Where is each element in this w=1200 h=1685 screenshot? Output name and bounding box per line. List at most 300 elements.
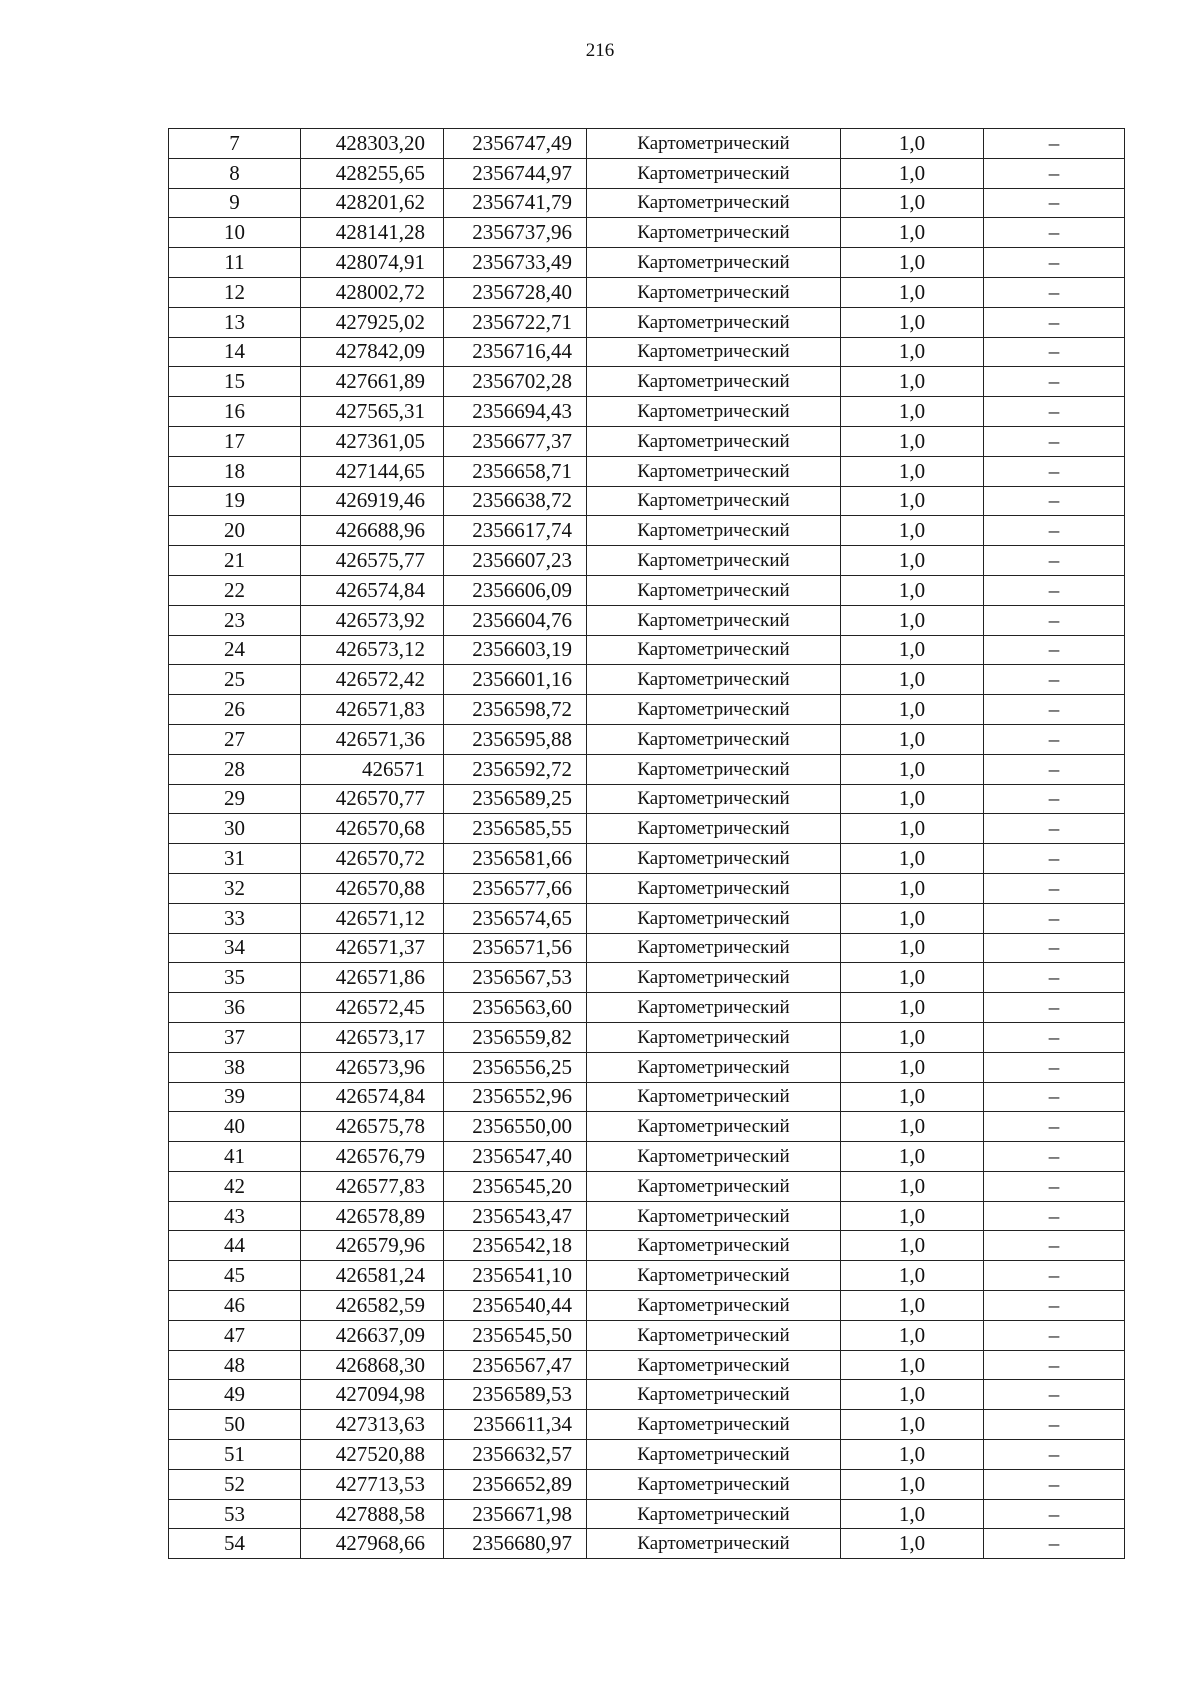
point-number-cell: 38: [169, 1052, 301, 1082]
table-row: [169, 575, 1125, 605]
accuracy-cell: 1,0: [841, 456, 984, 486]
accuracy-cell: 1,0: [841, 1142, 984, 1172]
point-number-cell: 36: [169, 993, 301, 1023]
method-cell: Картометрический: [587, 724, 841, 754]
y-coordinate-cell: 2356694,43: [444, 397, 587, 427]
accuracy-cell: 1,0: [841, 665, 984, 695]
note-cell: –: [984, 188, 1125, 218]
accuracy-cell: 1,0: [841, 1052, 984, 1082]
y-coordinate-cell: 2356592,72: [444, 754, 587, 784]
accuracy-cell: 1,0: [841, 188, 984, 218]
note-cell: –: [984, 754, 1125, 784]
y-coordinate-cell: 2356571,56: [444, 933, 587, 963]
point-number-cell: 16: [169, 397, 301, 427]
point-number-cell: 24: [169, 635, 301, 665]
note-cell: –: [984, 1052, 1125, 1082]
y-coordinate-cell: 2356601,16: [444, 665, 587, 695]
method-cell: Картометрический: [587, 1231, 841, 1261]
accuracy-cell: 1,0: [841, 993, 984, 1023]
table-row: [169, 456, 1125, 486]
table-row: [169, 724, 1125, 754]
y-coordinate-cell: 2356744,97: [444, 158, 587, 188]
table-row: [169, 1261, 1125, 1291]
x-coordinate-cell: 428201,62: [301, 188, 444, 218]
x-coordinate-cell: 427888,58: [301, 1499, 444, 1529]
point-number-cell: 19: [169, 486, 301, 516]
x-coordinate-cell: 427968,66: [301, 1529, 444, 1559]
note-cell: –: [984, 218, 1125, 248]
x-coordinate-cell: 428255,65: [301, 158, 444, 188]
x-coordinate-cell: 427520,88: [301, 1440, 444, 1470]
method-cell: Картометрический: [587, 814, 841, 844]
accuracy-cell: 1,0: [841, 277, 984, 307]
method-cell: Картометрический: [587, 903, 841, 933]
accuracy-cell: 1,0: [841, 158, 984, 188]
y-coordinate-cell: 2356556,25: [444, 1052, 587, 1082]
accuracy-cell: 1,0: [841, 397, 984, 427]
accuracy-cell: 1,0: [841, 1261, 984, 1291]
point-number-cell: 49: [169, 1380, 301, 1410]
note-cell: –: [984, 1022, 1125, 1052]
x-coordinate-cell: 426572,45: [301, 993, 444, 1023]
point-number-cell: 54: [169, 1529, 301, 1559]
accuracy-cell: 1,0: [841, 605, 984, 635]
method-cell: Картометрический: [587, 516, 841, 546]
point-number-cell: 32: [169, 873, 301, 903]
accuracy-cell: 1,0: [841, 1291, 984, 1321]
point-number-cell: 15: [169, 367, 301, 397]
method-cell: Картометрический: [587, 1082, 841, 1112]
x-coordinate-cell: 427565,31: [301, 397, 444, 427]
note-cell: –: [984, 1201, 1125, 1231]
table-row: [169, 218, 1125, 248]
point-number-cell: 14: [169, 337, 301, 367]
x-coordinate-cell: 426581,24: [301, 1261, 444, 1291]
note-cell: –: [984, 1529, 1125, 1559]
note-cell: –: [984, 158, 1125, 188]
note-cell: –: [984, 456, 1125, 486]
accuracy-cell: 1,0: [841, 784, 984, 814]
accuracy-cell: 1,0: [841, 129, 984, 159]
accuracy-cell: 1,0: [841, 814, 984, 844]
point-number-cell: 11: [169, 248, 301, 278]
x-coordinate-cell: 428141,28: [301, 218, 444, 248]
point-number-cell: 8: [169, 158, 301, 188]
y-coordinate-cell: 2356652,89: [444, 1469, 587, 1499]
note-cell: –: [984, 814, 1125, 844]
accuracy-cell: 1,0: [841, 1171, 984, 1201]
point-number-cell: 31: [169, 844, 301, 874]
point-number-cell: 42: [169, 1171, 301, 1201]
y-coordinate-cell: 2356603,19: [444, 635, 587, 665]
method-cell: Картометрический: [587, 218, 841, 248]
note-cell: –: [984, 665, 1125, 695]
table-row: [169, 814, 1125, 844]
table-row: [169, 277, 1125, 307]
y-coordinate-cell: 2356581,66: [444, 844, 587, 874]
table-row: [169, 1350, 1125, 1380]
accuracy-cell: 1,0: [841, 426, 984, 456]
method-cell: Картометрический: [587, 1320, 841, 1350]
y-coordinate-cell: 2356604,76: [444, 605, 587, 635]
table-row: [169, 1052, 1125, 1082]
table-row: [169, 784, 1125, 814]
y-coordinate-cell: 2356733,49: [444, 248, 587, 278]
x-coordinate-cell: 426572,42: [301, 665, 444, 695]
note-cell: –: [984, 516, 1125, 546]
y-coordinate-cell: 2356671,98: [444, 1499, 587, 1529]
note-cell: –: [984, 367, 1125, 397]
y-coordinate-cell: 2356589,25: [444, 784, 587, 814]
accuracy-cell: 1,0: [841, 218, 984, 248]
note-cell: –: [984, 963, 1125, 993]
y-coordinate-cell: 2356747,49: [444, 129, 587, 159]
table-row: [169, 1380, 1125, 1410]
point-number-cell: 18: [169, 456, 301, 486]
note-cell: –: [984, 1320, 1125, 1350]
accuracy-cell: 1,0: [841, 1499, 984, 1529]
x-coordinate-cell: 427661,89: [301, 367, 444, 397]
y-coordinate-cell: 2356638,72: [444, 486, 587, 516]
accuracy-cell: 1,0: [841, 546, 984, 576]
table-row: [169, 397, 1125, 427]
y-coordinate-cell: 2356543,47: [444, 1201, 587, 1231]
page-number: 216: [585, 40, 615, 61]
coordinates-table-body: [169, 129, 1125, 1559]
note-cell: –: [984, 129, 1125, 159]
accuracy-cell: 1,0: [841, 337, 984, 367]
x-coordinate-cell: 426570,68: [301, 814, 444, 844]
table-row: [169, 933, 1125, 963]
y-coordinate-cell: 2356737,96: [444, 218, 587, 248]
x-coordinate-cell: 427925,02: [301, 307, 444, 337]
method-cell: Картометрический: [587, 993, 841, 1023]
x-coordinate-cell: 426637,09: [301, 1320, 444, 1350]
method-cell: Картометрический: [587, 844, 841, 874]
note-cell: –: [984, 1380, 1125, 1410]
x-coordinate-cell: 426571,36: [301, 724, 444, 754]
note-cell: –: [984, 1410, 1125, 1440]
point-number-cell: 52: [169, 1469, 301, 1499]
y-coordinate-cell: 2356677,37: [444, 426, 587, 456]
note-cell: –: [984, 695, 1125, 725]
x-coordinate-cell: 426571,37: [301, 933, 444, 963]
note-cell: –: [984, 1142, 1125, 1172]
table-row: [169, 695, 1125, 725]
x-coordinate-cell: 426576,79: [301, 1142, 444, 1172]
x-coordinate-cell: 427094,98: [301, 1380, 444, 1410]
x-coordinate-cell: 426570,88: [301, 873, 444, 903]
accuracy-cell: 1,0: [841, 933, 984, 963]
point-number-cell: 44: [169, 1231, 301, 1261]
method-cell: Картометрический: [587, 963, 841, 993]
table-row: [169, 605, 1125, 635]
x-coordinate-cell: 428303,20: [301, 129, 444, 159]
accuracy-cell: 1,0: [841, 1469, 984, 1499]
table-row: [169, 516, 1125, 546]
method-cell: Картометрический: [587, 635, 841, 665]
table-row: [169, 1469, 1125, 1499]
method-cell: Картометрический: [587, 933, 841, 963]
method-cell: Картометрический: [587, 1052, 841, 1082]
note-cell: –: [984, 1469, 1125, 1499]
accuracy-cell: 1,0: [841, 1529, 984, 1559]
point-number-cell: 20: [169, 516, 301, 546]
method-cell: Картометрический: [587, 1469, 841, 1499]
method-cell: Картометрический: [587, 456, 841, 486]
note-cell: –: [984, 575, 1125, 605]
note-cell: –: [984, 1112, 1125, 1142]
x-coordinate-cell: 426579,96: [301, 1231, 444, 1261]
x-coordinate-cell: 427313,63: [301, 1410, 444, 1440]
accuracy-cell: 1,0: [841, 635, 984, 665]
y-coordinate-cell: 2356567,53: [444, 963, 587, 993]
x-coordinate-cell: 426571,12: [301, 903, 444, 933]
method-cell: Картометрический: [587, 158, 841, 188]
table-row: [169, 903, 1125, 933]
table-row: [169, 307, 1125, 337]
y-coordinate-cell: 2356607,23: [444, 546, 587, 576]
method-cell: Картометрический: [587, 754, 841, 784]
y-coordinate-cell: 2356611,34: [444, 1410, 587, 1440]
x-coordinate-cell: 426868,30: [301, 1350, 444, 1380]
table-row: [169, 1499, 1125, 1529]
table-row: [169, 1320, 1125, 1350]
table-row: [169, 158, 1125, 188]
note-cell: –: [984, 933, 1125, 963]
accuracy-cell: 1,0: [841, 486, 984, 516]
table-row: [169, 367, 1125, 397]
note-cell: –: [984, 337, 1125, 367]
table-row: [169, 1291, 1125, 1321]
note-cell: –: [984, 1350, 1125, 1380]
x-coordinate-cell: 426571: [301, 754, 444, 784]
point-number-cell: 26: [169, 695, 301, 725]
x-coordinate-cell: 426573,92: [301, 605, 444, 635]
point-number-cell: 10: [169, 218, 301, 248]
accuracy-cell: 1,0: [841, 516, 984, 546]
x-coordinate-cell: 426582,59: [301, 1291, 444, 1321]
method-cell: Картометрический: [587, 1440, 841, 1470]
accuracy-cell: 1,0: [841, 1082, 984, 1112]
method-cell: Картометрический: [587, 695, 841, 725]
y-coordinate-cell: 2356547,40: [444, 1142, 587, 1172]
method-cell: Картометрический: [587, 1499, 841, 1529]
table-row: [169, 1142, 1125, 1172]
method-cell: Картометрический: [587, 188, 841, 218]
point-number-cell: 13: [169, 307, 301, 337]
y-coordinate-cell: 2356728,40: [444, 277, 587, 307]
y-coordinate-cell: 2356545,50: [444, 1320, 587, 1350]
y-coordinate-cell: 2356585,55: [444, 814, 587, 844]
x-coordinate-cell: 426571,86: [301, 963, 444, 993]
accuracy-cell: 1,0: [841, 248, 984, 278]
table-row: [169, 1171, 1125, 1201]
accuracy-cell: 1,0: [841, 754, 984, 784]
x-coordinate-cell: 428002,72: [301, 277, 444, 307]
table-row: [169, 546, 1125, 576]
y-coordinate-cell: 2356542,18: [444, 1231, 587, 1261]
x-coordinate-cell: 426573,17: [301, 1022, 444, 1052]
point-number-cell: 27: [169, 724, 301, 754]
accuracy-cell: 1,0: [841, 1022, 984, 1052]
note-cell: –: [984, 1231, 1125, 1261]
point-number-cell: 40: [169, 1112, 301, 1142]
table-row: [169, 665, 1125, 695]
table-row: [169, 486, 1125, 516]
method-cell: Картометрический: [587, 1410, 841, 1440]
method-cell: Картометрический: [587, 1171, 841, 1201]
point-number-cell: 53: [169, 1499, 301, 1529]
accuracy-cell: 1,0: [841, 575, 984, 605]
point-number-cell: 51: [169, 1440, 301, 1470]
point-number-cell: 23: [169, 605, 301, 635]
note-cell: –: [984, 1171, 1125, 1201]
method-cell: Картометрический: [587, 1291, 841, 1321]
note-cell: –: [984, 903, 1125, 933]
point-number-cell: 12: [169, 277, 301, 307]
y-coordinate-cell: 2356658,71: [444, 456, 587, 486]
method-cell: Картометрический: [587, 1112, 841, 1142]
accuracy-cell: 1,0: [841, 307, 984, 337]
point-number-cell: 46: [169, 1291, 301, 1321]
accuracy-cell: 1,0: [841, 963, 984, 993]
table-row: [169, 1201, 1125, 1231]
y-coordinate-cell: 2356545,20: [444, 1171, 587, 1201]
x-coordinate-cell: 426688,96: [301, 516, 444, 546]
note-cell: –: [984, 426, 1125, 456]
accuracy-cell: 1,0: [841, 1350, 984, 1380]
accuracy-cell: 1,0: [841, 1201, 984, 1231]
table-row: [169, 1022, 1125, 1052]
y-coordinate-cell: 2356559,82: [444, 1022, 587, 1052]
y-coordinate-cell: 2356563,60: [444, 993, 587, 1023]
table-row: [169, 844, 1125, 874]
accuracy-cell: 1,0: [841, 844, 984, 874]
x-coordinate-cell: 427361,05: [301, 426, 444, 456]
method-cell: Картометрический: [587, 337, 841, 367]
accuracy-cell: 1,0: [841, 873, 984, 903]
note-cell: –: [984, 1291, 1125, 1321]
note-cell: –: [984, 307, 1125, 337]
coordinates-table: [168, 128, 1125, 1559]
method-cell: Картометрический: [587, 397, 841, 427]
y-coordinate-cell: 2356567,47: [444, 1350, 587, 1380]
note-cell: –: [984, 397, 1125, 427]
y-coordinate-cell: 2356632,57: [444, 1440, 587, 1470]
table-row: [169, 1231, 1125, 1261]
x-coordinate-cell: 426575,77: [301, 546, 444, 576]
note-cell: –: [984, 1440, 1125, 1470]
accuracy-cell: 1,0: [841, 903, 984, 933]
table-row: [169, 1440, 1125, 1470]
x-coordinate-cell: 426575,78: [301, 1112, 444, 1142]
y-coordinate-cell: 2356540,44: [444, 1291, 587, 1321]
table-row: [169, 635, 1125, 665]
point-number-cell: 7: [169, 129, 301, 159]
point-number-cell: 25: [169, 665, 301, 695]
note-cell: –: [984, 1499, 1125, 1529]
table-row: [169, 129, 1125, 159]
point-number-cell: 35: [169, 963, 301, 993]
note-cell: –: [984, 486, 1125, 516]
y-coordinate-cell: 2356722,71: [444, 307, 587, 337]
y-coordinate-cell: 2356577,66: [444, 873, 587, 903]
y-coordinate-cell: 2356716,44: [444, 337, 587, 367]
method-cell: Картометрический: [587, 1529, 841, 1559]
note-cell: –: [984, 635, 1125, 665]
method-cell: Картометрический: [587, 248, 841, 278]
method-cell: Картометрический: [587, 1350, 841, 1380]
x-coordinate-cell: 426578,89: [301, 1201, 444, 1231]
table-row: [169, 188, 1125, 218]
y-coordinate-cell: 2356702,28: [444, 367, 587, 397]
y-coordinate-cell: 2356574,65: [444, 903, 587, 933]
method-cell: Картометрический: [587, 277, 841, 307]
method-cell: Картометрический: [587, 665, 841, 695]
method-cell: Картометрический: [587, 575, 841, 605]
y-coordinate-cell: 2356541,10: [444, 1261, 587, 1291]
x-coordinate-cell: 426573,96: [301, 1052, 444, 1082]
point-number-cell: 48: [169, 1350, 301, 1380]
point-number-cell: 9: [169, 188, 301, 218]
accuracy-cell: 1,0: [841, 1231, 984, 1261]
method-cell: Картометрический: [587, 486, 841, 516]
table-row: [169, 993, 1125, 1023]
note-cell: –: [984, 993, 1125, 1023]
note-cell: –: [984, 1261, 1125, 1291]
y-coordinate-cell: 2356598,72: [444, 695, 587, 725]
method-cell: Картометрический: [587, 1022, 841, 1052]
note-cell: –: [984, 873, 1125, 903]
x-coordinate-cell: 427713,53: [301, 1469, 444, 1499]
table-row: [169, 1529, 1125, 1559]
table-row: [169, 873, 1125, 903]
x-coordinate-cell: 426570,77: [301, 784, 444, 814]
y-coordinate-cell: 2356589,53: [444, 1380, 587, 1410]
y-coordinate-cell: 2356680,97: [444, 1529, 587, 1559]
point-number-cell: 17: [169, 426, 301, 456]
table-row: [169, 337, 1125, 367]
method-cell: Картометрический: [587, 129, 841, 159]
y-coordinate-cell: 2356550,00: [444, 1112, 587, 1142]
method-cell: Картометрический: [587, 426, 841, 456]
accuracy-cell: 1,0: [841, 1112, 984, 1142]
x-coordinate-cell: 426577,83: [301, 1171, 444, 1201]
point-number-cell: 30: [169, 814, 301, 844]
note-cell: –: [984, 1082, 1125, 1112]
method-cell: Картометрический: [587, 1380, 841, 1410]
x-coordinate-cell: 426574,84: [301, 1082, 444, 1112]
y-coordinate-cell: 2356606,09: [444, 575, 587, 605]
note-cell: –: [984, 277, 1125, 307]
note-cell: –: [984, 546, 1125, 576]
note-cell: –: [984, 248, 1125, 278]
method-cell: Картометрический: [587, 1261, 841, 1291]
y-coordinate-cell: 2356552,96: [444, 1082, 587, 1112]
point-number-cell: 28: [169, 754, 301, 784]
accuracy-cell: 1,0: [841, 1320, 984, 1350]
point-number-cell: 21: [169, 546, 301, 576]
point-number-cell: 41: [169, 1142, 301, 1172]
method-cell: Картометрический: [587, 873, 841, 903]
accuracy-cell: 1,0: [841, 1410, 984, 1440]
table-row: [169, 426, 1125, 456]
point-number-cell: 39: [169, 1082, 301, 1112]
table-row: [169, 1082, 1125, 1112]
point-number-cell: 29: [169, 784, 301, 814]
x-coordinate-cell: 427144,65: [301, 456, 444, 486]
